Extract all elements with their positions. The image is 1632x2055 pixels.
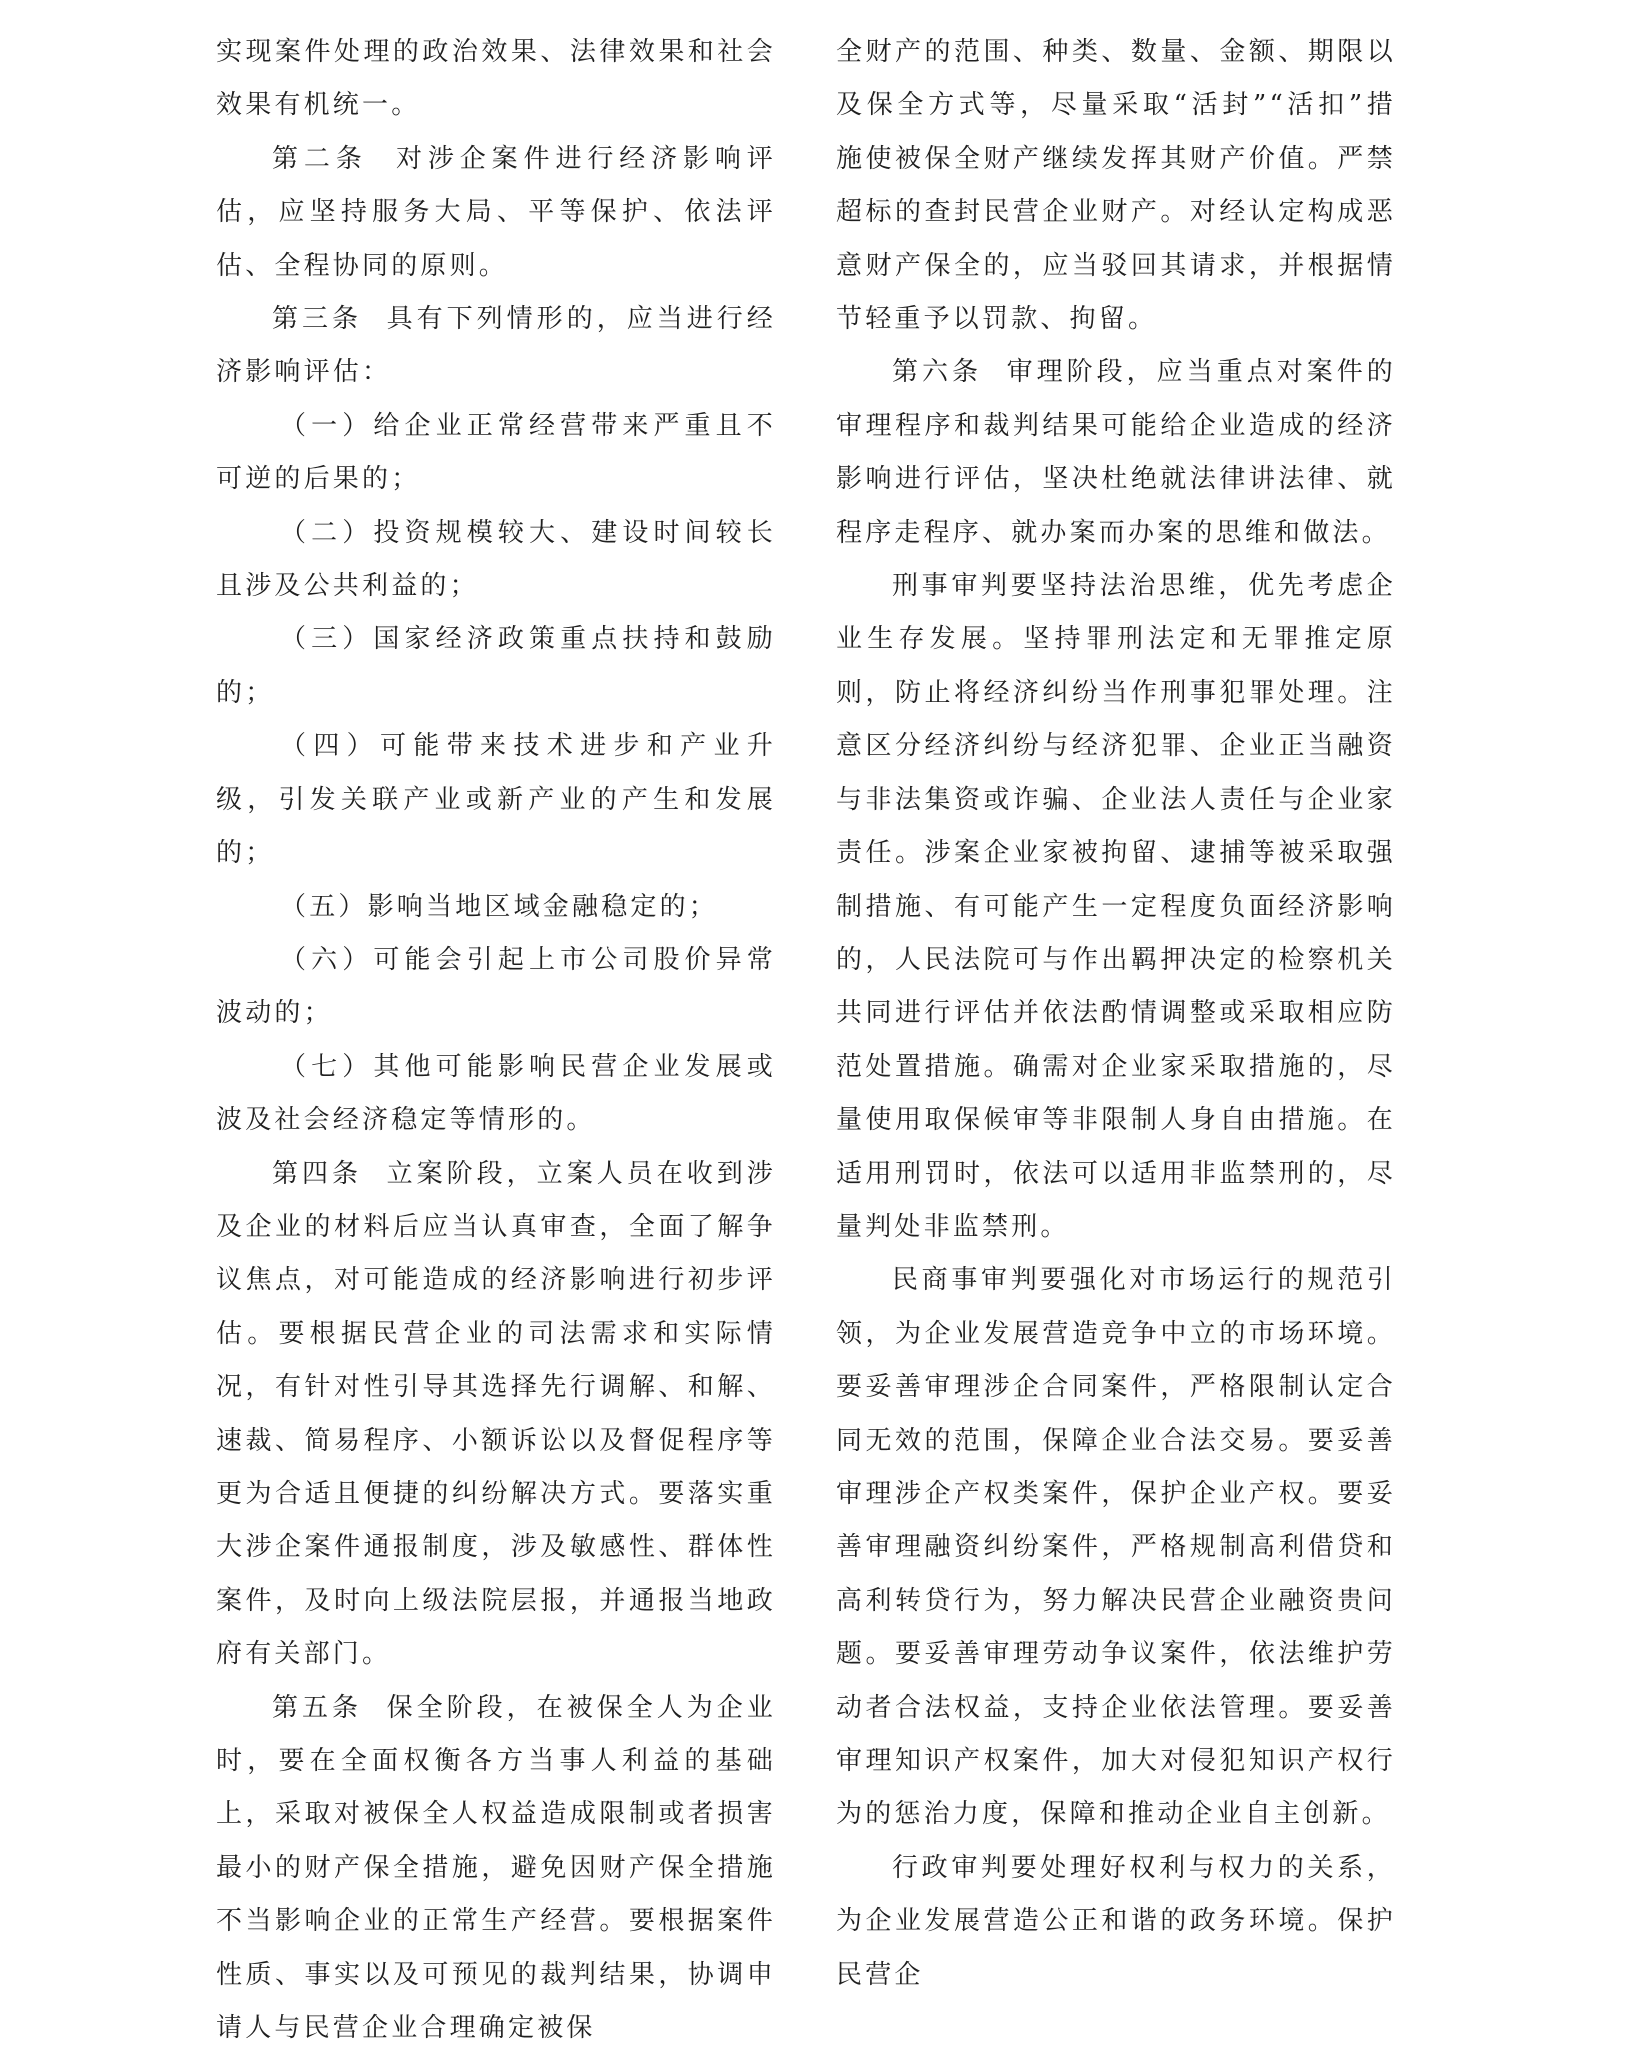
civil-commercial-trial-paragraph: 民商事审判要强化对市场运行的规范引领，为企业发展营造竞争中立的市场环境。要妥善审理涉企合同案件，严格限制认定合同无效的范围，保障企业合法交易。要妥善审理涉企产权类案件，保护企业产权。要妥善审理融资纠纷案件，严格规制高利借贷和高利转贷行为，努力解决民营企业融资贵问题。要妥善审理劳动争议案件，依法维护劳动者合法权益，支持企业依法管理。要妥善审理知识产权案件，加大对侵犯知识产权行为的惩治力度，保障和推动企业自主创新。 xyxy=(836,1265,1396,1830)
administrative-trial-paragraph: 行政审判要处理好权利与权力的关系，为企业发展营造公正和谐的政务环境。保护民营企 xyxy=(836,1852,1396,1990)
article-3-item-4: （四）可能带来技术进步和产业升级，引发关联产业或新产业的产生和发展的； xyxy=(216,731,776,869)
article-4: 第四条 立案阶段，立案人员在收到涉及企业的材料后应当认真审查，全面了解争议焦点，对可能造成的经济影响进行初步评估。要根据民营企业的司法需求和实际情况，有针对性引导其选择先行调解、和解、速裁、简易程序、小额诉讼以及督促程序等更为合适且便捷的纠纷解决方式。要落实重大涉企案件通报制度，涉及敏感性、群体性案件，及时向上级法院层报，并通报当地政府有关部门。 xyxy=(216,1158,776,1670)
article-6: 第六条 审理阶段，应当重点对案件的审理程序和裁判结果可能给企业造成的经济影响进行评估，坚决杜绝就法律讲法律、就程序走程序、就办案而办案的思维和做法。 xyxy=(836,357,1396,548)
article-5-continued: 全财产的范围、种类、数量、金额、期限以及保全方式等，尽量采取“活封”“活扣”措施使被保全财产继续发挥其财产价值。严禁超标的查封民营企业财产。对经认定构成恶意财产保全的，应当驳回其请求，并根据情节轻重予以罚款、拘留。 xyxy=(836,37,1396,335)
article-3: 第三条 具有下列情形的，应当进行经济影响评估： xyxy=(216,304,776,388)
criminal-trial-paragraph: 刑事审判要坚持法治思维，优先考虑企业生存发展。坚持罪刑法定和无罪推定原则，防止将经济纠纷当作刑事犯罪处理。注意区分经济纠纷与经济犯罪、企业正当融资与非法集资或诈骗、企业法人责任与企业家责任。涉案企业家被拘留、逮捕等被采取强制措施、有可能产生一定程度负面经济影响的，人民法院可与作出羁押决定的检察机关共同进行评估并依法酌情调整或采取相应防范处置措施。确需对企业家采取措施的，尽量使用取保候审等非限制人身自由措施。在适用刑罚时，依法可以适用非监禁刑的，尽量判处非监禁刑。 xyxy=(836,571,1396,1242)
article-3-item-2: （二）投资规模较大、建设时间较长且涉及公共利益的； xyxy=(216,517,776,602)
left-column xyxy=(216,26,776,2055)
article-3-item-6: （六）可能会引起上市公司股价异常波动的； xyxy=(216,944,776,1029)
article-2: 第二条 对涉企案件进行经济影响评估，应坚持服务大局、平等保护、依法评估、全程协同的原则。 xyxy=(216,143,776,281)
article-3-item-1: （一）给企业正常经营带来严重且不可逆的后果的； xyxy=(216,410,776,495)
article-3-item-3: （三）国家经济政策重点扶持和鼓励的； xyxy=(216,624,776,708)
article-3-item-7: （七）其他可能影响民营企业发展或波及社会经济稳定等情形的。 xyxy=(216,1051,776,1136)
paragraph-continued: 实现案件处理的政治效果、法律效果和社会效果有机统一。 xyxy=(216,37,776,121)
article-3-item-5: （五）影响当地区域金融稳定的； xyxy=(280,891,719,922)
article-5: 第五条 保全阶段，在被保全人为企业时，要在全面权衡各方当事人利益的基础上，采取对被保全人权益造成限制或者损害最小的财产保全措施，避免因财产保全措施不当影响企业的正常生产经营。要根据案件性质、事实以及可预见的裁判结果，协调申请人与民营企业合理确定被保 xyxy=(216,1692,776,2044)
right-column xyxy=(836,26,1396,2002)
